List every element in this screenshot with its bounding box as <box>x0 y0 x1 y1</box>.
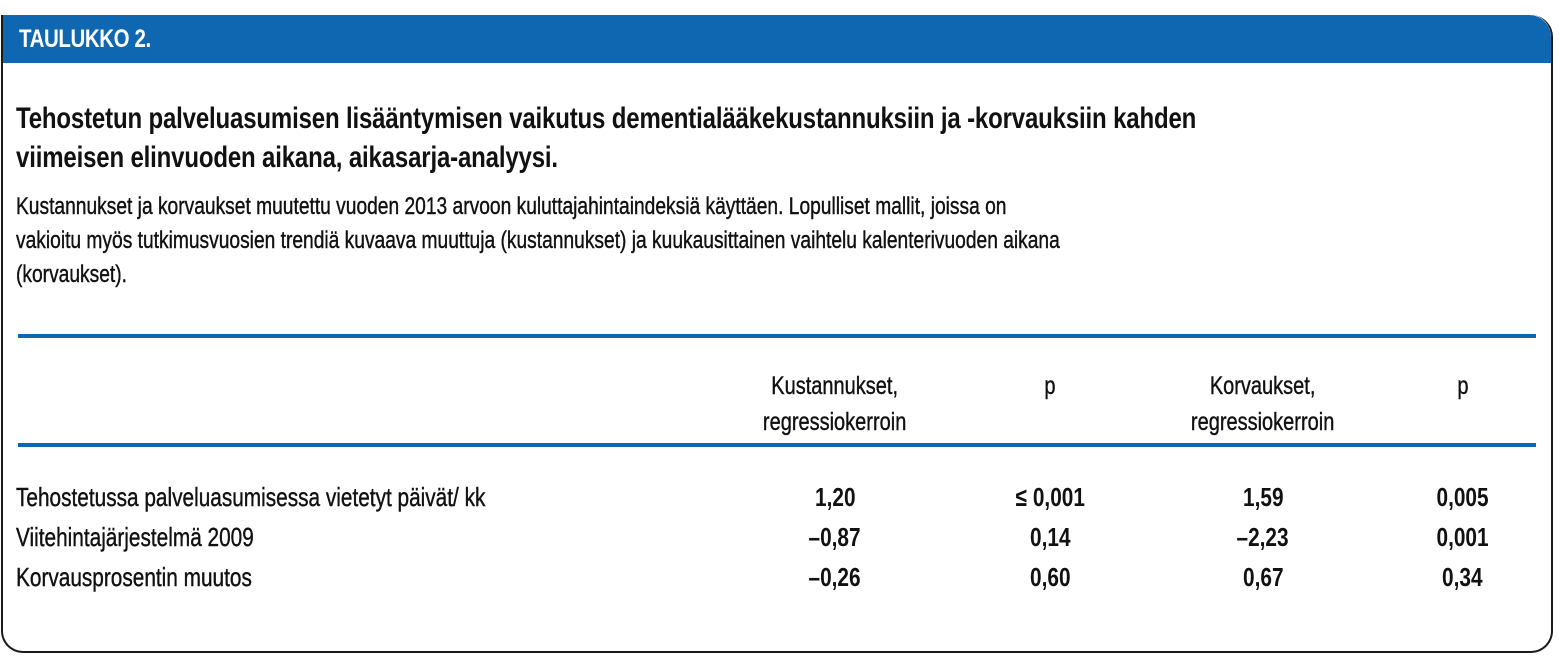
table-cell: –0,26 <box>808 562 862 592</box>
table-caption <box>16 190 1536 292</box>
column-header-line-1: Korvaukset, <box>1210 372 1316 400</box>
row-label: Tehostetussa palveluasumisessa vietetyt päivät/ kk <box>16 482 486 512</box>
table-cell: –2,23 <box>1236 522 1290 552</box>
table-cell: 0,14 <box>1029 522 1071 552</box>
column-header-korvaukset <box>1163 368 1363 440</box>
table-cell: –0,87 <box>808 522 862 552</box>
table-title <box>16 99 1536 177</box>
column-header-line-1: Kustannukset, <box>771 372 899 400</box>
table-cell: 0,001 <box>1436 522 1489 552</box>
column-header-line-1: p <box>1044 372 1056 400</box>
table-title-line-2: viimeisen elinvuoden aikana, aikasarja-analyysi. <box>16 141 558 174</box>
table-caption-line-1: Kustannukset ja korvaukset muutettu vuoden 2013 arvoon kuluttajahintaindeksiä käyttäen. Lopulliset mallit, joissa on <box>16 193 1007 220</box>
table-cell: 0,005 <box>1436 482 1489 512</box>
top-rule <box>18 334 1536 338</box>
column-header-p-kustannukset <box>1000 368 1100 404</box>
column-header-line-2: regressiokerroin <box>763 408 907 436</box>
table-cell: 0,34 <box>1442 562 1483 592</box>
header-bar <box>3 15 1551 63</box>
table-caption-line-3: (korvaukset). <box>16 261 127 288</box>
table-number-label: TAULUKKO 2. <box>19 25 151 53</box>
column-header-kustannukset <box>735 368 935 440</box>
row-label: Korvausprosentin muutos <box>16 562 252 592</box>
table-cell: ≤ 0,001 <box>1015 482 1085 512</box>
column-header-line-1: p <box>1457 372 1469 400</box>
table-cell: 0,60 <box>1029 562 1071 592</box>
table-title-line-1: Tehostetun palveluasumisen lisääntymisen vaikutus dementialääkekustannuksiin ja -korvauksiin kahden <box>16 102 1197 135</box>
column-header-p-korvaukset <box>1413 368 1513 404</box>
table-caption-line-2: vakioitu myös tutkimusvuosien trendiä kuvaava muuttuja (kustannukset) ja kuukausittainen vaihtelu kalenterivuoden aikana <box>16 227 1060 254</box>
table-cell: 1,20 <box>814 482 856 512</box>
table-cell: 0,67 <box>1242 562 1284 592</box>
column-header-line-2: regressiokerroin <box>1191 408 1335 436</box>
table-cell: 1,59 <box>1242 482 1284 512</box>
header-rule <box>18 443 1536 447</box>
row-label: Viitehintajärjestelmä 2009 <box>16 522 254 552</box>
